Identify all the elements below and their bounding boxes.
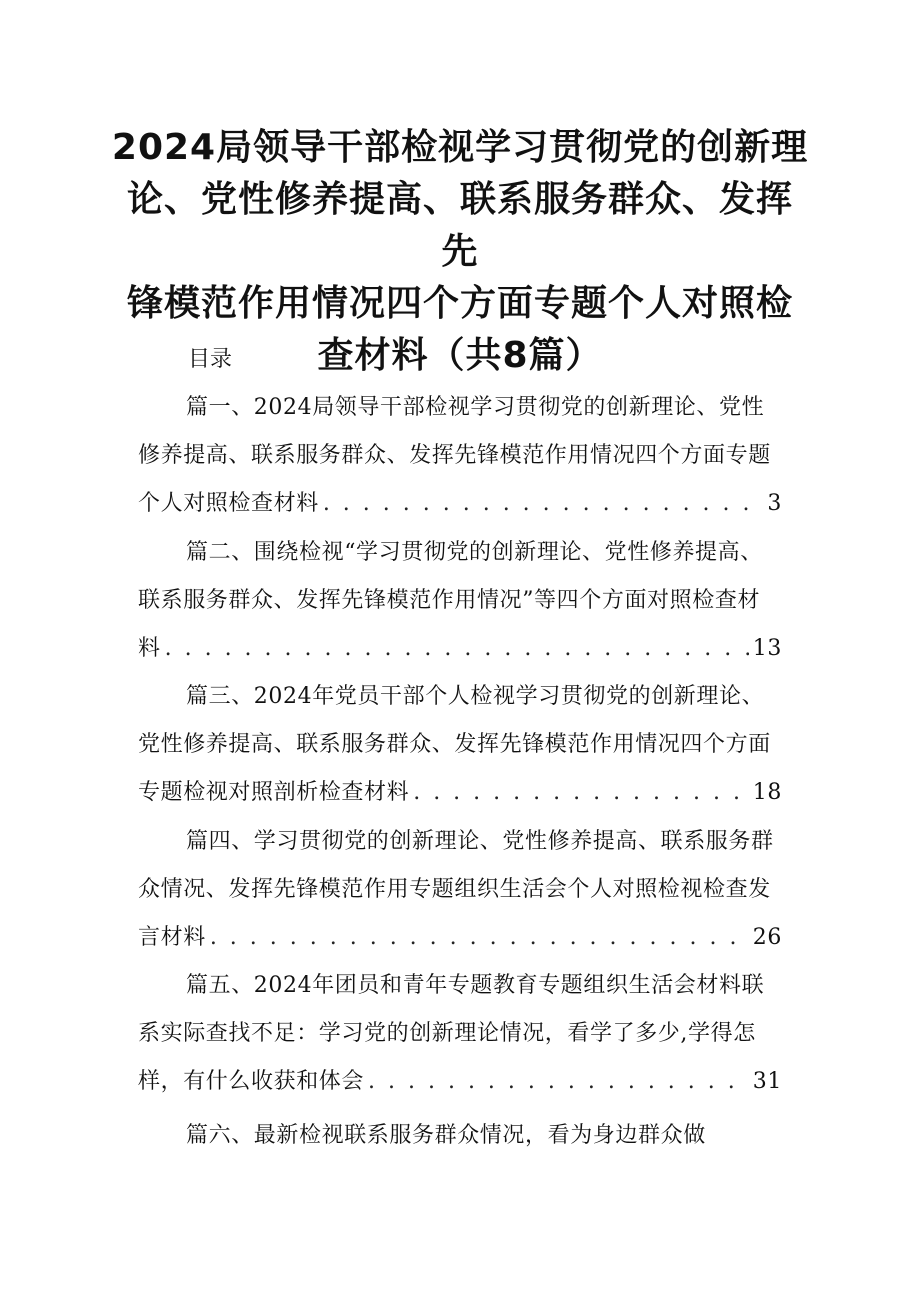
toc-entry-5[interactable] [138,962,782,1106]
title-line: 论、党性修养提高、联系服务群众、发挥先 [126,179,793,272]
document-title [110,122,810,382]
toc-page-number: 26 [752,925,782,950]
toc-entry-text: 专题检视对照剖析检查材料 [138,780,410,805]
toc-page-number: 3 [767,491,782,516]
toc-entry-1[interactable] [138,384,782,528]
toc-entry-3[interactable] [138,673,782,817]
toc-entry-text: 料 [138,636,161,661]
toc-entry-text: 篇四、学习贯彻党的创新理论、党性修养提高、联系服务群 [186,829,774,854]
toc-entry-text: 党性修养提高、联系服务群众、发挥先锋模范作用情况四个方面 [138,732,771,757]
toc-entry-text: 言材料 [138,925,206,950]
toc-entry-text: 样，有什么收获和体会 [138,1069,365,1094]
title-line: 锋模范作用情况四个方面专题个人对照检 [126,283,793,324]
toc-entry-6[interactable] [138,1112,782,1160]
title-line: 查材料（共8篇） [317,335,603,376]
toc-entry-text: 众情况、发挥先锋模范作用专题组织生活会个人对照检视检查发 [138,877,771,902]
toc-entry-last-line [138,914,782,962]
toc-entry-text: 篇一、2024局领导干部检视学习贯彻党的创新理论、党性 [186,395,765,420]
dot-leader [161,625,749,673]
toc-entry-2[interactable] [138,529,782,673]
toc-page-number: 18 [752,780,782,805]
toc-entry-text: 联系服务群众、发挥先锋模范作用情况”等四个方面对照检查材 [138,588,761,613]
toc-entry-text: 篇三、2024年党员干部个人检视学习贯彻党的创新理论、 [186,684,765,709]
toc-entry-text: 篇二、围绕检视“学习贯彻党的创新理论、党性修养提高、 [186,540,763,565]
toc-entry-text: 修养提高、联系服务群众、发挥先锋模范作用情况四个方面专题 [138,443,771,468]
dot-leader [319,480,764,528]
dot-leader [364,1058,749,1106]
toc-page-number: 13 [752,636,782,661]
toc-entry-last-line [138,1058,782,1106]
title-line: 2024局领导干部检视学习贯彻党的创新理 [111,127,809,168]
toc-entry-last-line [138,480,782,528]
toc-entry-last-line [138,625,782,673]
toc-heading: 目录 [188,347,233,372]
dot-leader [206,914,749,962]
toc-entry-4[interactable] [138,818,782,962]
dot-leader [409,769,749,817]
toc-entry-text: 篇六、最新检视联系服务群众情况，看为身边群众做 [186,1123,706,1148]
toc-entry-text: 个人对照检查材料 [138,491,319,516]
toc-entry-text: 系实际查找不足：学习党的创新理论情况，看学了多少,学得怎 [138,1021,756,1046]
toc-entry-last-line [138,769,782,817]
toc-entry-text: 篇五、2024年团员和青年专题教育专题组织生活会材料联 [186,973,765,998]
toc-page-number: 31 [752,1069,782,1094]
